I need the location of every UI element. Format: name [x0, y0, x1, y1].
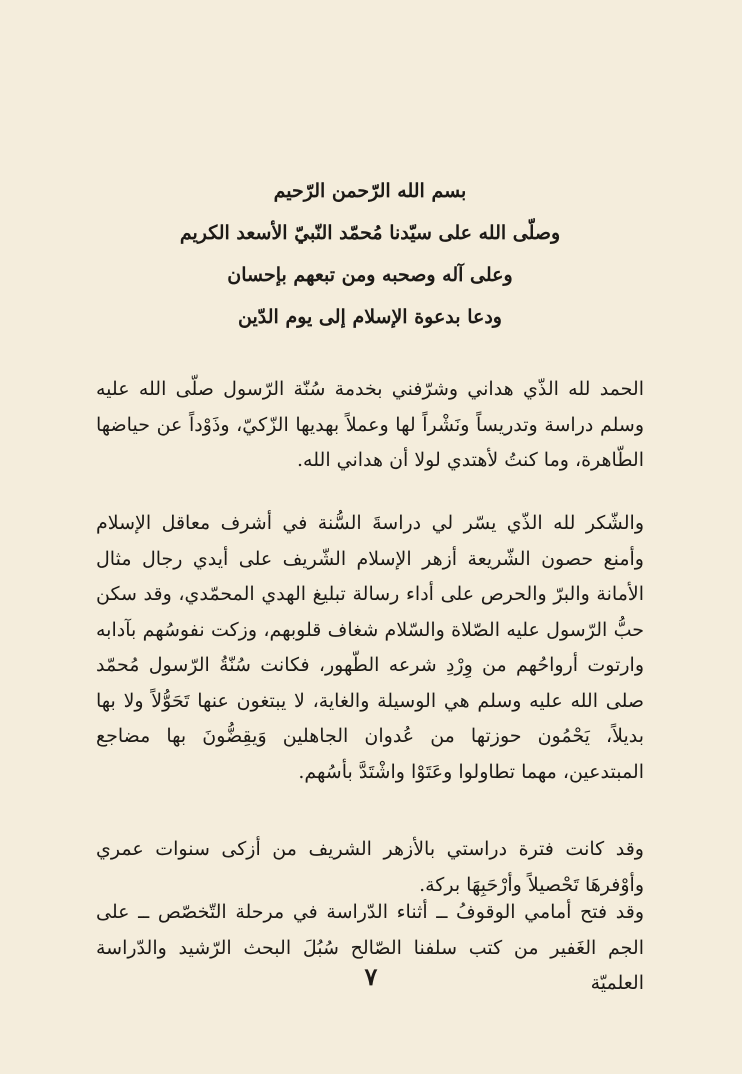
salutation-line: وصلّى الله على سيّدنا مُحمّد النّبيّ الأسعد الكريم: [179, 222, 561, 244]
paragraph-gratitude: والشّكر لله الذّي يسّر لي دراسةَ السُّنة في أشرف معاقل الإسلام وأمنع حصون الشّريعة أزهر الإسلام الشّريف على أيدي رجال مثال الأمانة والبرّ والحرص على أداء رسالة تبليغ الهدي المحمّدي، وقد سكن حبُّ الرّسول عليه الصّلاة والسّلام شغاف قلوبهم، وزكت نفوسُهم بآدابه وارتوت أرواحُهم من وِرْدِ شرعه الطّهور، فكانت سُنّةُ الرّسول مُحمّد صلى الله عليه وسلم هي الوسيلة والغاية، لا يبتغون عنها تَحَوُّلاً ولا بها بديلاً، يَحْمُون حوزتها من عُدوان الجاهلين وَيقِضُّونَ بها مضاجع المبتدعين، مهما تطاولوا وعَتَوْا واشْتَدَّ بأسُهم.: [96, 512, 644, 783]
paragraph-praise: الحمد لله الذّي هداني وشرّفني بخدمة سُنّة الرّسول صلّى الله عليه وسلم دراسة وتدريساً ونَشْراً لها وعملاً بهديها الزّكيّ، وذَوْداً عن حياضها الطّاهرة، وما كنتُ لأهتدي لولا أن هداني الله.: [96, 378, 644, 471]
paragraph-azhar-study: وقد كانت فترة دراستي بالأزهر الشريف من أزكى سنوات عمري وأوْفرهَا تَحْصيلاً وأرْحَبِهَا بركة.: [96, 838, 644, 896]
family-companions-line: وعلى آله وصحبه ومن تبعهم بإحسان: [227, 264, 513, 286]
basmala-line: بسم الله الرّحمن الرّحيم: [273, 180, 467, 202]
paragraph-specialization: وقد فتح أمامي الوقوفُ ــ أثناء الدّراسة في مرحلة التّخصّص ــ على الجم الغَفير من كتب سلفنا الصّالح سُبُلَ البحث الرّشيد والدّراسة العلميّة: [96, 901, 644, 994]
page-number: ٧: [364, 962, 378, 991]
opening-invocation: [70, 170, 670, 338]
call-to-islam-line: ودعا بدعوة الإسلام إلى يوم الدّين: [238, 306, 502, 328]
